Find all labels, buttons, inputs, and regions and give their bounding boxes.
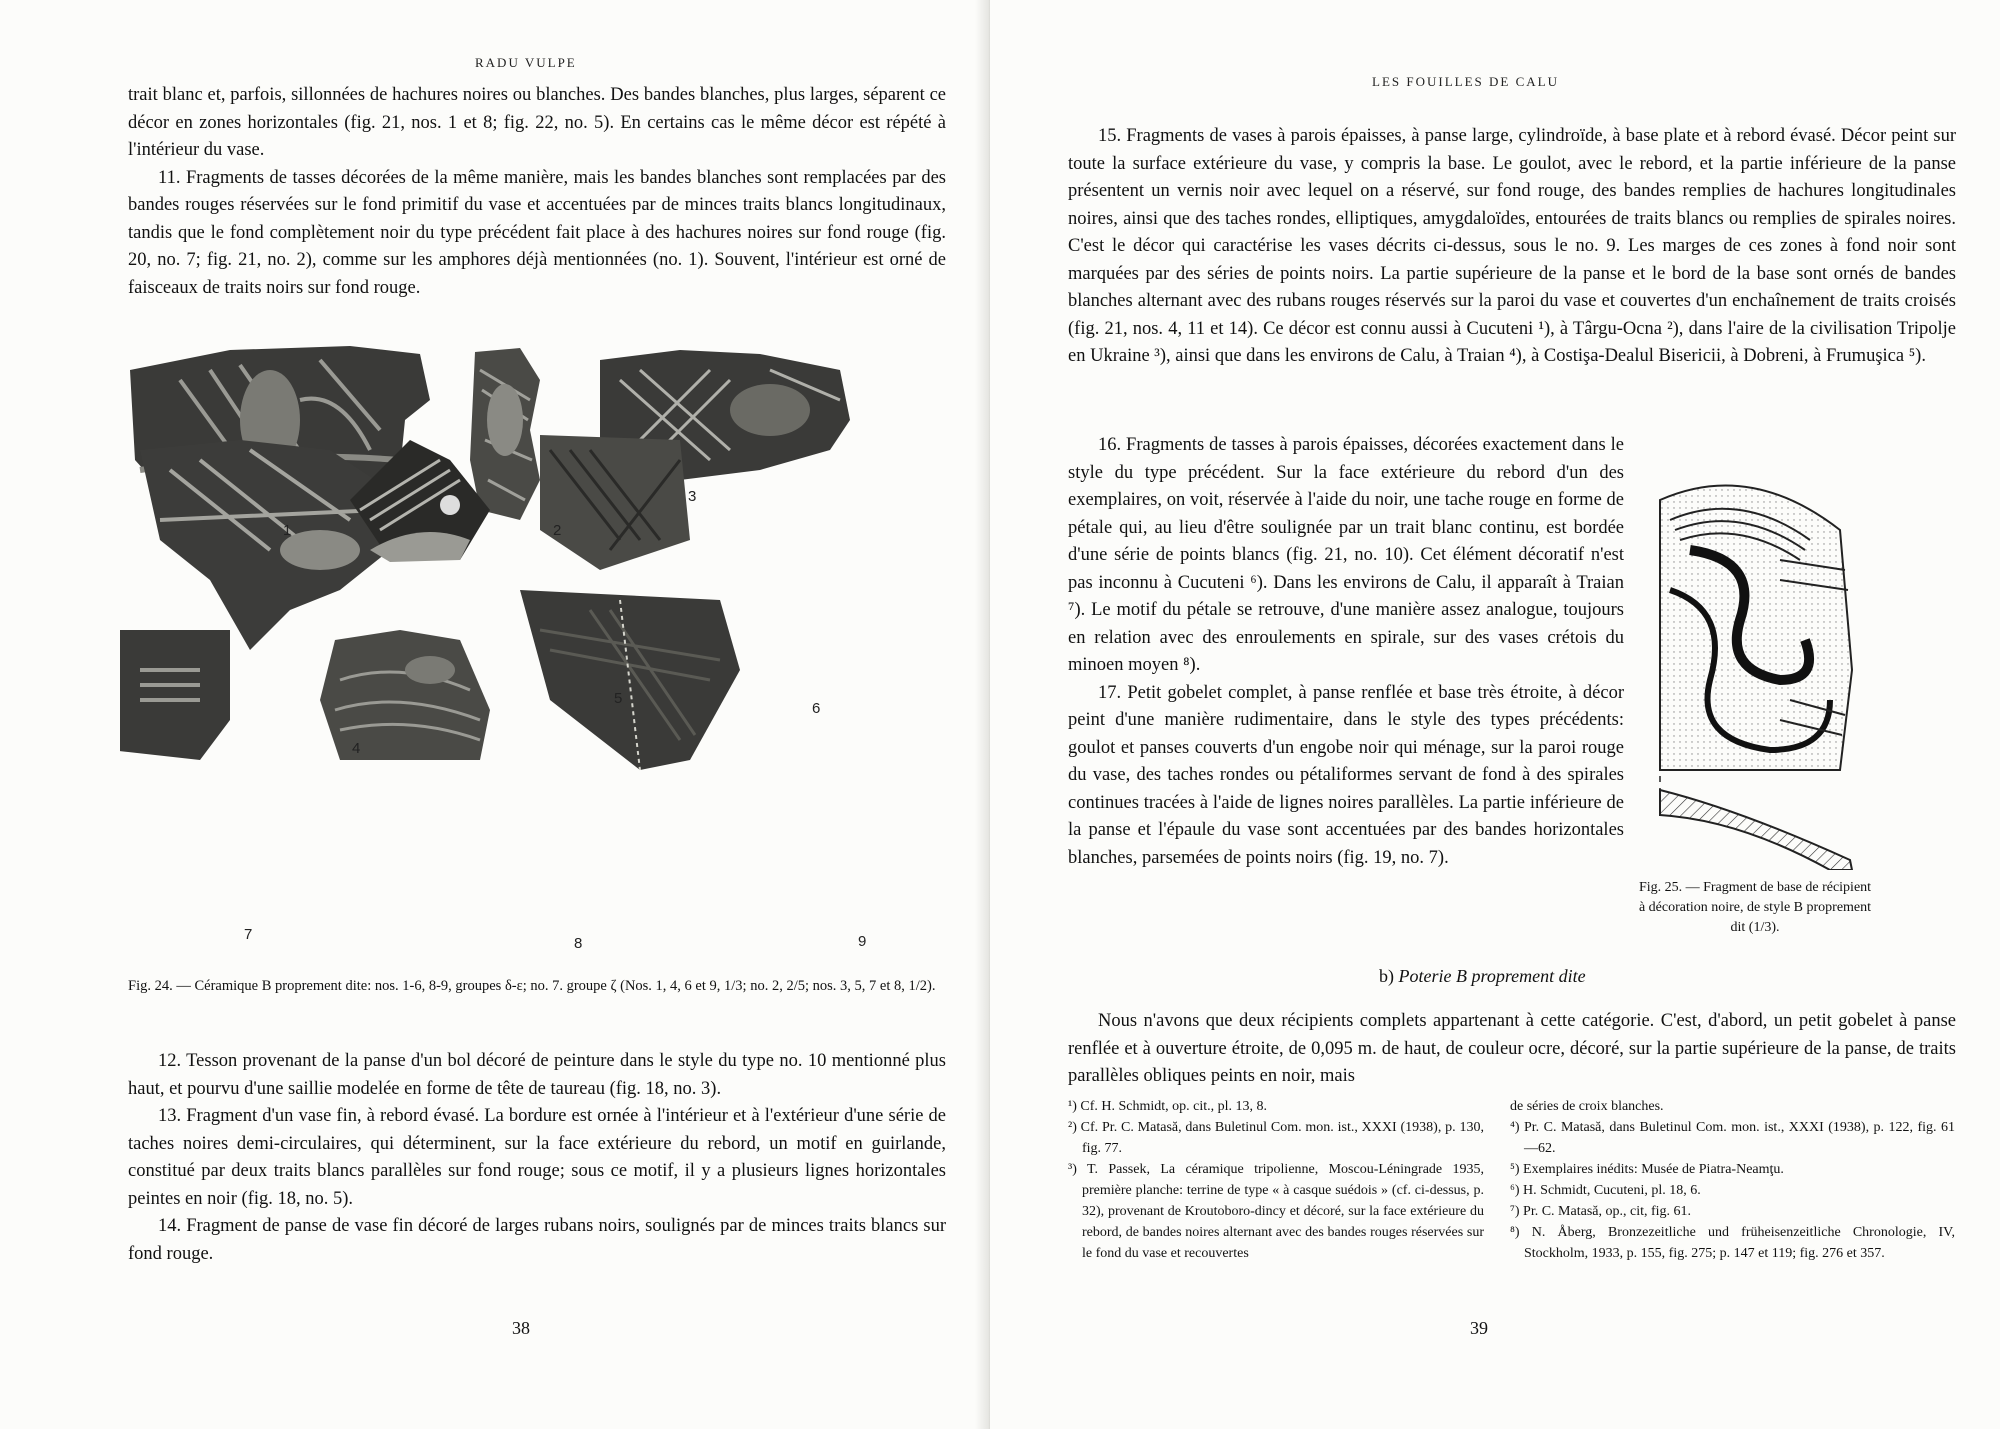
left-bottom-text [128, 1048, 946, 1268]
paragraph: 16. Fragments de tasses à parois épaisses, décorées exactement dans le style du type précédent. Sur la face extérieure du rebord d'un des exemplaires, on voit, réservée à l'aide du noir, une tache rouge en forme de pétale qui, au lieu d'être soulignée par un trait blanc continu, est bordée d'une série de points blancs (fig. 21, no. 10). Cet élément décoratif n'est pas inconnu à Cucuteni ⁶). Dans les environs de Calu, il apparaît à Traian ⁷). Le motif du pétale se retrouve, d'une manière assez analogue, toujours en relation avec des enroulements en spirale, sur des vases crétois du minoen moyen ⁸). [1068, 435, 1624, 675]
figure-label-5: 5 [614, 690, 623, 707]
figure-25-caption: Fig. 25. — Fragment de base de récipient à décoration noire, de style B proprement dit (1/3). [1638, 880, 1872, 935]
running-head-right: LES FOUILLES DE CALU [1372, 74, 1559, 89]
shard-9 [520, 590, 740, 770]
figure-label-1: 1 [283, 522, 292, 539]
figure-label-9: 9 [858, 933, 867, 950]
footnotes-right-column [1510, 1096, 1955, 1264]
shard-2 [470, 348, 540, 520]
subheading-letter: b) [1379, 966, 1394, 986]
footnote-continued: de séries de croix blanches. [1510, 1099, 1664, 1114]
paragraph-16-17 [1068, 432, 1624, 872]
figure-24-plate [120, 340, 950, 960]
footnote: ¹) Cf. H. Schmidt, op. cit., pl. 13, 8. [1068, 1099, 1268, 1114]
footnote: ⁵) Exemplaires inédits: Musée de Piatra-Neamţu. [1510, 1162, 1784, 1177]
figure-25-drawing [1630, 470, 1870, 870]
paragraph: 14. Fragment de panse de vase fin décoré de larges rubans noirs, soulignés par de minces traits blancs sur fond rouge. [128, 1216, 946, 1264]
page-number-left: 38 [512, 1318, 530, 1338]
left-page [0, 0, 990, 1429]
paragraph: 11. Fragments de tasses décorées de la même manière, mais les bandes blanches sont remplacées par des bandes rouges réservées sur le fond primitif du vase et accentuées par de minces traits blancs longitudinaux, tandis que le fond complètement noir du type précédent fait place à des hachures noires sur fond rouge (fig. 20, no. 7; fig. 21, no. 2), comme sur les amphores déjà mentionnées (no. 1). Souvent, l'intérieur est orné de faisceaux de traits noirs sur fond rouge. [128, 167, 946, 298]
figure-label-6: 6 [812, 700, 821, 717]
figure-label-8: 8 [574, 935, 583, 952]
figure-label-2: 2 [553, 522, 562, 539]
paragraph-final [1068, 1008, 1956, 1091]
shard-7 [120, 630, 230, 760]
footnote: ⁴) Pr. C. Matasă, dans Buletinul Com. mon. ist., XXXI (1938), p. 122, fig. 61—62. [1510, 1120, 1955, 1156]
figure-24-caption: Fig. 24. — Céramique B proprement dite: nos. 1-6, 8-9, groupes δ-ε; no. 7. groupe ζ (Nos. 1, 4, 6 et 9, 1/3; no. 2, 2/5; nos. 3, 5, 7 et 8, 1/2). [128, 978, 936, 994]
paragraph: 15. Fragments de vases à parois épaisses, à panse large, cylindroïde, à base plate et à rebord évasé. Décor peint sur toute la surface extérieure du vase, y compris la base. Le goulot, avec le rebord, et la partie inférieure de la panse présentent un vernis noir avec lequel on a réservé, sur fond rouge, des bandes remplies de hachures longitudinales noires, ainsi que des taches rondes, elliptiques, amygdaloïdes, entourées de traits blancs ou remplies de spirales noires. C'est le décor qui caractérise les vases décrits ci-dessus, sous le no. 9. Les marges de ces zones à fond noir sont marquées par des séries de points noirs. La partie supérieure de la panse et le bord de la base sont ornés de bandes blanches alternant avec des rubans rouges réservés sur la paroi du vase et couvertes d'un enchaînement de traits croisés (fig. 21, nos. 4, 11 et 14). Ce décor est connu aussi à Cucuteni ¹), à Târgu-Ocna ²), dans l'aire de la civilisation Tripolje en Ukraine ³), ainsi que dans les environs de Calu, à Traian ⁴), à Costişa-Dealul Bisericii, à Dobreni, à Frumuşica ⁵). [1068, 126, 1956, 366]
paragraph-15 [1068, 123, 1956, 371]
footnote: ²) Cf. Pr. C. Matasă, dans Buletinul Com. mon. ist., XXXI (1938), p. 130, fig. 77. [1068, 1120, 1484, 1156]
figure-label-3: 3 [688, 488, 697, 505]
footnotes-left-column [1068, 1096, 1484, 1264]
section-subheading [1379, 966, 1586, 987]
figure-label-7: 7 [244, 926, 253, 943]
paragraph: 17. Petit gobelet complet, à panse renflée et base très étroite, à décor peint d'une manière rudimentaire, dans le style des types précédents: goulot et panses couverts d'un engobe noir qui ménage, sur la paroi rouge du vase, des taches rondes ou pétaliformes servant de fond à des spirales continues tracées à l'aide de lignes noires parallèles. La partie inférieure de la panse et l'épaule du vase sont accentuées par des bandes horizontales blanches, parsemées de points noirs (fig. 19, no. 7). [1068, 682, 1624, 868]
footnote: ⁶) H. Schmidt, Cucuteni, pl. 18, 6. [1510, 1183, 1701, 1198]
figure-label-4: 4 [352, 740, 361, 757]
footnote: ³) T. Passek, La céramique tripolienne, Moscou-Léningrade 1935, première planche: terrine de type « à casque suédois » (cf. ci-dessus, p. 32), provenant de Kroutoboro-dincy et décoré, sur la face extérieure du rebord, de bandes noires alternant avec des bandes rouges réservées sur le fond du vase et recouvertes [1068, 1162, 1484, 1261]
footnote: ⁸) N. Åberg, Bronzezeitliche und früheisenzeitliche Chronologie, IV, Stockholm, 1933, p. 155, fig. 275; p. 147 et 119; fig. 276 et 357. [1510, 1225, 1955, 1261]
paragraph: Nous n'avons que deux récipients complets appartenant à cette catégorie. C'est, d'abord, un petit gobelet à panse renflée et à ouverture étroite, de 0,095 m. de haut, de couleur ocre, décoré, sur la partie supérieure de la panse, de traits parallèles obliques peints en noir, mais [1068, 1011, 1956, 1086]
shard-4 [140, 440, 390, 650]
left-top-text [128, 82, 946, 302]
right-page [990, 0, 2000, 1429]
page-number-right: 39 [1470, 1318, 1488, 1338]
running-head-left: RADU VULPE [475, 55, 577, 70]
paragraph: 12. Tesson provenant de la panse d'un bol décoré de peinture dans le style du type no. 10 mentionné plus haut, et pourvu d'une saillie modelée en forme de tête de taureau (fig. 18, no. 3). [128, 1051, 946, 1099]
footnote: ⁷) Pr. C. Matasă, op., cit, fig. 61. [1510, 1204, 1692, 1219]
paragraph: trait blanc et, parfois, sillonnées de hachures noires ou blanches. Des bandes blanches, plus larges, séparent ce décor en zones horizontales (fig. 21, nos. 1 et 8; fig. 22, no. 5). En certains cas le même décor est répété à l'intérieur du vase. [128, 85, 946, 160]
shard-8 [320, 630, 490, 760]
paragraph: 13. Fragment d'un vase fin, à rebord évasé. La bordure est ornée à l'intérieur et à l'extérieur d'une série de taches noires demi-circulaires, qui déterminent, sur la face extérieure du rebord, un motif en guirlande, constitué par deux traits blancs parallèles sur fond rouge; sous ce motif, il y a plusieurs lignes horizontales peintes en noir (fig. 18, no. 5). [128, 1106, 946, 1209]
subheading-title: Poterie B proprement dite [1398, 966, 1586, 986]
shard-6 [540, 435, 690, 570]
